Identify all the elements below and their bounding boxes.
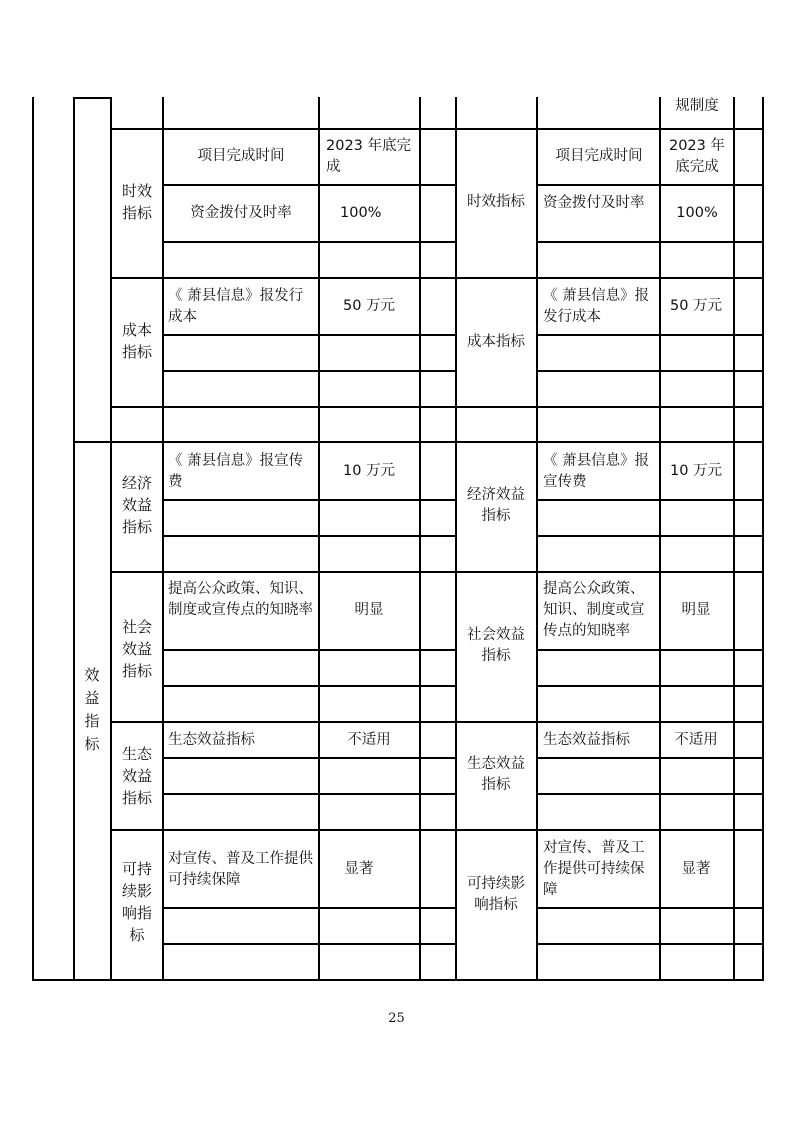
table-row-line	[162, 535, 457, 537]
table-row-line	[536, 370, 763, 372]
econ-left-name: 《 萧县信息》报宣传费	[168, 453, 304, 490]
cost-right-label: 成本指标	[467, 334, 525, 350]
social-left-label-text: 社会效益指标	[121, 618, 152, 680]
table-col-line	[536, 97, 538, 981]
social-right-value: 明显	[681, 602, 711, 618]
table-row-line	[162, 334, 457, 336]
table-row-line	[536, 793, 763, 795]
social-right-name: 提高公众政策、知识、制度或宣传点的知晓率	[543, 581, 645, 639]
eco-left-label	[114, 743, 160, 809]
econ-left-label-text: 经济效益指标	[121, 474, 152, 536]
table-row-line	[536, 184, 763, 186]
econ-left-value: 10 万元	[342, 463, 396, 479]
table-row-line	[110, 277, 763, 279]
table-row-line	[110, 721, 763, 723]
econ-left-label	[114, 472, 160, 538]
table-border-bottom	[32, 979, 763, 981]
social-right-label-text: 社会效益指标	[467, 627, 525, 664]
time-item-2-left-name: 资金拨付及时率	[190, 205, 292, 221]
table-row-line	[162, 184, 457, 186]
table-col-line	[659, 97, 661, 981]
table-col-line	[419, 97, 421, 981]
table-row-line	[162, 793, 457, 795]
social-left-name: 提高公众政策、知识、制度或宣传点的知晓率	[168, 581, 313, 618]
table-row-line	[110, 829, 763, 831]
time-item-2-right-name: 资金拨付及时率	[543, 195, 645, 211]
table-col-line	[318, 97, 320, 981]
table-row-line	[162, 499, 457, 501]
econ-right-name: 《 萧县信息》报宣传费	[543, 453, 650, 490]
table-row-line	[536, 757, 763, 759]
table-col-line	[110, 97, 112, 981]
table-col-line	[455, 97, 457, 981]
table-row-line	[162, 649, 457, 651]
time-item-1-left-value: 2023 年底完成	[326, 138, 412, 175]
sustain-right-label	[462, 874, 530, 916]
time-item-2-right-value: 100%	[676, 205, 718, 221]
table-row-line	[536, 685, 763, 687]
time-right-label: 时效指标	[467, 194, 525, 210]
eco-left-label-text: 生态效益指标	[121, 745, 152, 807]
eco-left-name: 生态效益指标	[168, 732, 255, 748]
social-left-value: 明显	[354, 602, 384, 618]
table-row-line	[73, 97, 111, 99]
table-row-line	[73, 441, 763, 443]
cost-left-name: 《 萧县信息》报发行成本	[168, 288, 304, 325]
table-row-line	[536, 535, 763, 537]
table-row-line	[536, 943, 763, 945]
table-row-line	[536, 334, 763, 336]
eco-right-label-text: 生态效益指标	[467, 756, 525, 793]
econ-right-label-text: 经济效益指标	[467, 487, 525, 524]
econ-right-value: 10 万元	[669, 463, 723, 479]
sustain-right-value: 显著	[681, 861, 711, 877]
page-number: 25	[388, 1011, 405, 1026]
table-row-line	[536, 241, 763, 243]
table-border-right	[762, 97, 764, 981]
time-item-2-left-value: 100%	[340, 205, 382, 221]
top-row-text: 规制度	[675, 98, 719, 114]
sustain-left-value: 显著	[344, 861, 374, 877]
table-row-line	[162, 241, 457, 243]
econ-right-label	[462, 485, 530, 527]
section-label-efficiency	[77, 664, 107, 756]
table-row-line	[110, 128, 763, 130]
social-right-label	[462, 625, 530, 667]
table-col-line	[73, 97, 75, 981]
sustain-left-name: 对宣传、普及工作提供可持续保障	[168, 851, 313, 888]
sustain-right-label-text: 可持续影响指标	[467, 876, 525, 913]
social-left-label	[114, 616, 160, 682]
table-row-line	[536, 649, 763, 651]
table-row-line	[162, 943, 457, 945]
table-row-line	[536, 907, 763, 909]
time-item-1-left-name: 项目完成时间	[197, 148, 285, 164]
time-left-label	[114, 180, 160, 224]
table-col-line	[733, 97, 735, 981]
table-row-line	[110, 571, 763, 573]
table-row-line	[162, 907, 457, 909]
table-border-left	[32, 97, 34, 981]
eco-left-value: 不适用	[347, 732, 391, 748]
time-item-1-right-name: 项目完成时间	[555, 148, 643, 164]
table-col-line	[162, 97, 164, 981]
eco-right-value: 不适用	[674, 732, 718, 748]
table-row-line	[536, 499, 763, 501]
time-left-label-text: 时效指标	[121, 182, 152, 222]
table-row-line	[162, 757, 457, 759]
eco-right-label	[462, 754, 530, 796]
table-row-line	[110, 406, 763, 408]
cost-left-label	[114, 319, 160, 363]
cost-right-name: 《 萧县信息》报发行成本	[543, 288, 650, 325]
cost-left-value: 50 万元	[342, 298, 396, 314]
table-row-line	[162, 370, 457, 372]
sustain-left-label-text: 可持续影响指标	[121, 860, 152, 944]
sustain-right-name: 对宣传、普及工作提供可持续保障	[543, 840, 645, 898]
time-item-1-right-value: 2023 年底完成	[668, 138, 725, 175]
sustain-left-label	[114, 858, 160, 946]
cost-left-label-text: 成本指标	[121, 321, 152, 361]
eco-right-name: 生态效益指标	[543, 732, 630, 748]
table-row-line	[162, 685, 457, 687]
section-label-text: 效益指标	[84, 666, 100, 753]
cost-right-value: 50 万元	[669, 298, 723, 314]
